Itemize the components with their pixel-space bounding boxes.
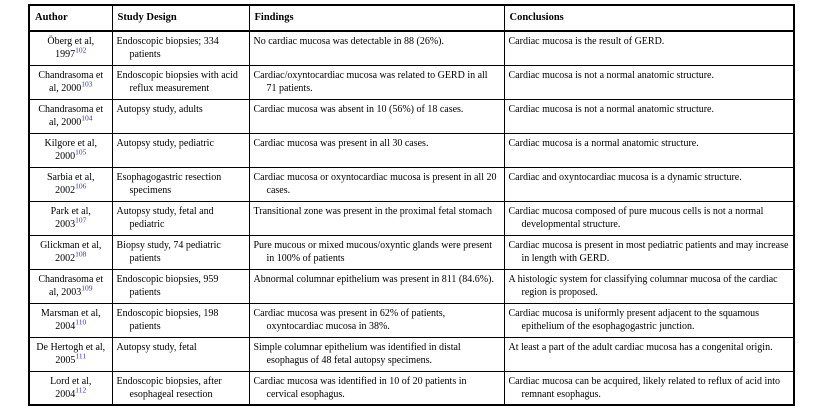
table-row (29, 303, 794, 337)
reference-link[interactable]: 107 (75, 215, 87, 225)
findings-cell: Cardiac mucosa was identified in 10 of 20 patients in cervical esophagus. (249, 371, 504, 405)
author-year: 2000 (55, 150, 76, 162)
author-name: Glickman et al, (40, 239, 102, 251)
table-row (29, 201, 794, 235)
table-row (29, 167, 794, 201)
author-name: Chandrasoma et al, (38, 273, 104, 298)
author-name: Öberg et al, (47, 36, 95, 47)
author-year: 2005 (55, 354, 76, 366)
study-design-cell: Endoscopic biopsies; 334 patients (112, 31, 249, 65)
author-year: 2000 (61, 82, 82, 94)
author-year: 1997 (55, 49, 76, 60)
table-row (29, 337, 794, 371)
conclusions-cell: At least a part of the adult cardiac mucosa has a congenital origin. (504, 337, 794, 371)
study-design-cell: Endoscopic biopsies with acid reflux measurement (112, 65, 249, 99)
author-cell (29, 235, 112, 269)
findings-cell: Cardiac mucosa was absent in 10 (56%) of 18 cases. (249, 99, 504, 133)
column-header-conclusions: Conclusions (504, 5, 794, 31)
table-row (29, 65, 794, 99)
study-summary-table (28, 4, 795, 406)
author-cell (29, 337, 112, 371)
author-name: De Hertogh et al, (36, 341, 106, 353)
conclusions-cell: Cardiac mucosa is the result of GERD. (504, 31, 794, 65)
author-cell (29, 303, 112, 337)
author-name: Kilgore et al, (44, 137, 97, 149)
column-header-study-design: Study Design (112, 5, 249, 31)
conclusions-cell: Cardiac mucosa is not a normal anatomic structure. (504, 99, 794, 133)
study-design-cell: Autopsy study, pediatric (112, 133, 249, 167)
author-year: 2002 (55, 184, 76, 196)
author-year: 2002 (55, 252, 76, 264)
conclusions-cell: Cardiac mucosa composed of pure mucous cells is not a normal developmental structure. (504, 201, 794, 235)
findings-cell: Cardiac mucosa was present in all 30 cases. (249, 133, 504, 167)
conclusions-cell: Cardiac mucosa is uniformly present adjacent to the squamous epithelium of the esophagogastric junction. (504, 303, 794, 337)
reference-link[interactable]: 104 (81, 113, 93, 123)
conclusions-cell: Cardiac mucosa is a normal anatomic structure. (504, 133, 794, 167)
table-row (29, 99, 794, 133)
author-cell (29, 269, 112, 303)
study-design-cell: Endoscopic biopsies, 198 patients (112, 303, 249, 337)
author-name: Sarbia et al, (47, 171, 95, 183)
table-row (29, 371, 794, 405)
study-design-cell: Autopsy study, adults (112, 99, 249, 133)
table-row (29, 133, 794, 167)
table-row (29, 235, 794, 269)
author-name: Chandrasoma et al, (38, 69, 104, 94)
study-summary-table-container (28, 4, 795, 406)
reference-link[interactable]: 111 (75, 351, 87, 361)
findings-cell: No cardiac mucosa was detectable in 88 (26%). (249, 31, 504, 65)
author-name: Marsman et al, (40, 307, 101, 319)
study-design-cell: Endoscopic biopsies, 959 patients (112, 269, 249, 303)
study-design-cell: Endoscopic biopsies, after esophageal resection (112, 371, 249, 405)
author-cell (29, 133, 112, 167)
conclusions-cell: Cardiac mucosa can be acquired, likely related to reflux of acid into remnant esophagus. (504, 371, 794, 405)
author-year: 2003 (55, 218, 76, 230)
conclusions-cell: Cardiac mucosa is present in most pediatric patients and may increase in length with GERD. (504, 235, 794, 269)
study-design-cell: Autopsy study, fetal and pediatric (112, 201, 249, 235)
reference-link[interactable]: 103 (81, 79, 93, 89)
author-year: 2004 (55, 320, 76, 332)
conclusions-cell: Cardiac and oxyntocardiac mucosa is a dynamic structure. (504, 167, 794, 201)
author-cell (29, 65, 112, 99)
reference-link[interactable]: 108 (75, 249, 87, 259)
author-name: Lord et al, (50, 375, 92, 387)
author-cell (29, 99, 112, 133)
author-cell (29, 167, 112, 201)
reference-link[interactable]: 110 (75, 317, 87, 327)
conclusions-cell: A histologic system for classifying columnar mucosa of the cardiac region is proposed. (504, 269, 794, 303)
reference-link[interactable]: 109 (81, 283, 93, 293)
table-header-row (29, 5, 794, 31)
author-cell (29, 201, 112, 235)
reference-link[interactable]: 105 (75, 147, 87, 157)
table-row (29, 31, 794, 65)
table-row (29, 269, 794, 303)
conclusions-cell: Cardiac mucosa is not a normal anatomic structure. (504, 65, 794, 99)
reference-link[interactable]: 106 (75, 181, 87, 191)
author-cell (29, 371, 112, 405)
study-design-cell: Biopsy study, 74 pediatric patients (112, 235, 249, 269)
author-name: Park et al, (50, 205, 91, 217)
findings-cell: Cardiac mucosa or oxyntocardiac mucosa is present in all 20 cases. (249, 167, 504, 201)
reference-link[interactable]: 112 (75, 385, 87, 395)
study-design-cell: Autopsy study, fetal (112, 337, 249, 371)
author-name: Chandrasoma et al, (38, 103, 104, 128)
author-year: 2004 (55, 388, 76, 400)
findings-cell: Abnormal columnar epithelium was present in 811 (84.6%). (249, 269, 504, 303)
column-header-author: Author (29, 5, 112, 31)
column-header-findings: Findings (249, 5, 504, 31)
findings-cell: Transitional zone was present in the proximal fetal stomach (249, 201, 504, 235)
author-cell (29, 31, 112, 65)
study-design-cell: Esophagogastric resection specimens (112, 167, 249, 201)
reference-link[interactable]: 102 (75, 45, 87, 55)
findings-cell: Cardiac mucosa was present in 62% of patients, oxyntocardiac mucosa in 38%. (249, 303, 504, 337)
findings-cell: Cardiac/oxyntocardiac mucosa was related to GERD in all 71 patients. (249, 65, 504, 99)
findings-cell: Simple columnar epithelium was identified in distal esophagus of 48 fetal autopsy specimens. (249, 337, 504, 371)
author-year: 2003 (61, 286, 82, 298)
findings-cell: Pure mucous or mixed mucous/oxyntic glands were present in 100% of patients (249, 235, 504, 269)
author-year: 2000 (61, 116, 82, 128)
